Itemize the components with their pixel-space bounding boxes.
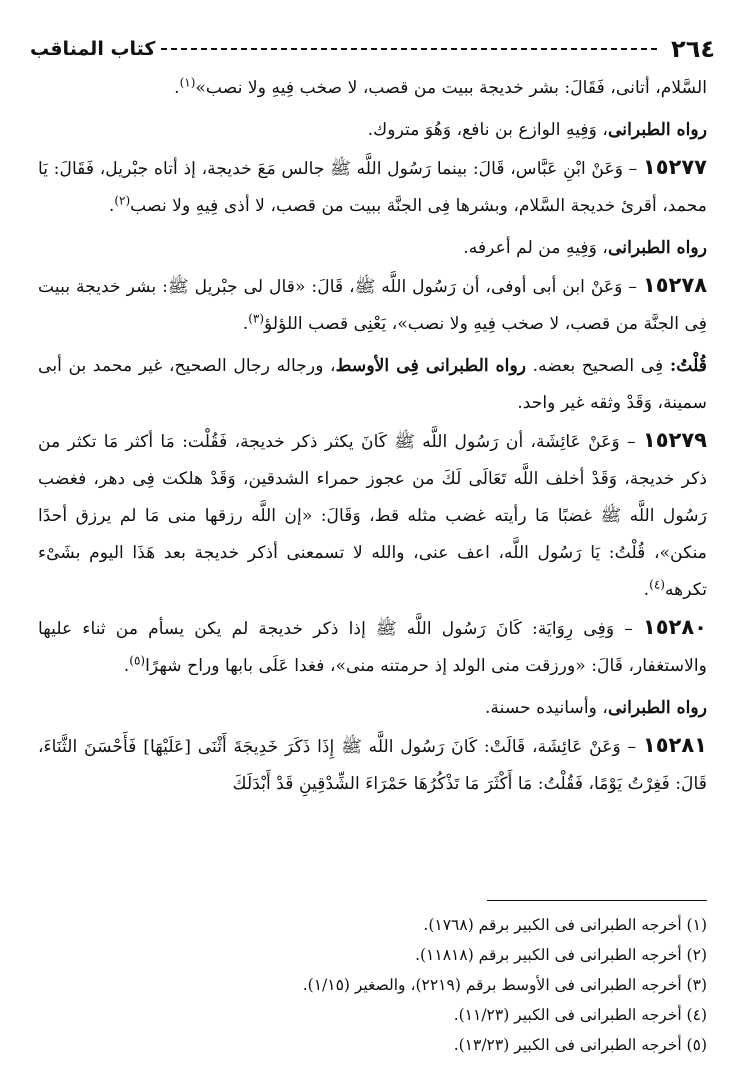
footnote-separator — [487, 900, 707, 901]
source-name: رواه الطبرانى — [607, 120, 707, 140]
footnote-4: (٤) أخرجه الطبرانى فى الكبير (١١/٢٣). — [453, 1006, 707, 1024]
footnote-2: (٢) أخرجه الطبرانى فى الكبير برقم (١١٨١٨). — [415, 946, 707, 964]
hadith-number: ١٥٢٧٩ — [642, 428, 707, 452]
footnote-ref-5: (٥) — [129, 653, 146, 668]
page-number: ٢٦٤ — [671, 35, 715, 63]
hadith-number: ١٥٢٨١ — [642, 733, 707, 757]
main-text — [38, 70, 707, 803]
footnote-ref-2: (٢) — [114, 193, 131, 208]
paragraph-continuation: السَّلام، أتانى، فَقَالَ: بشر خديجة ببيت من قصب، لا صخب فِيهِ ولا نصب»$^{(١)}$. — [174, 75, 707, 98]
hadith-15280: ١٥٢٨٠ – وَفِى رِوَايَة: كَانَ رَسُول اللَّه ﷺ إذا ذكر خديجة لم يكن يسأم من ثناء عليها والاستغفار، قَالَ: «ورزقت منى الولد إذ حرمتنه منى»، فغدا عَلَى بابها وراح شهرًا$^{(٥)}$. — [38, 615, 707, 676]
source-name: رواه الطبرانى — [607, 698, 707, 718]
hadith-number: ١٥٢٨٠ — [642, 615, 707, 639]
qult-label: قُلْتُ: — [669, 356, 707, 376]
footnote-ref-1: (١) — [179, 75, 196, 90]
footnotes — [38, 910, 707, 1060]
hadith-15281: ١٥٢٨١ – وَعَنْ عَائِشَة، قَالَتْ: كَانَ رَسُول اللَّه ﷺ إِذَا ذَكَرَ خَدِيجَةَ أَثْنَى [عَلَيْهَا] فَأَحْسَنَ الثَّنَاءَ، قَالَ: فَغِرْتُ يَوْمًا، فَقُلْتُ: مَا أَكْثَرَ مَا تَذْكُرُهَا حَمْرَاءَ الشِّدْقِينِ قَدْ أَبْدَلَكَ — [38, 733, 707, 794]
attribution-1: رواه الطبرانى، وَفِيهِ الوازع بن نافع، وَهُوَ متروك. — [367, 120, 707, 140]
hadith-number: ١٥٢٧٨ — [642, 273, 708, 297]
running-header — [30, 32, 715, 66]
footnote-1: (١) أخرجه الطبرانى فى الكبير برقم (١٧٦٨). — [423, 916, 707, 934]
footnote-ref-4: (٤) — [649, 577, 665, 592]
hadith-15279: ١٥٢٧٩ – وَعَنْ عَائِشَة، أن رَسُول اللَّه ﷺ كَانَ يكثر ذكر خديجة، فَقُلْت: مَا أكثر مَا تكثر من ذكر خديجة، وَقَدْ أخلف اللَّه تَعَالَى لَكَ من عجوز حمراء الشدقين، وَقَدْ هلكت فِى دهر، فغضب رَسُول اللَّه ﷺ غضبًا مَا رأيته غضب مثله قط، وَقَالَ: «إن اللَّه رزقها منى مَا لم يرزق أحدًا منكن»، قُلْتُ: يَا رَسُول اللَّه، اعف عنى، والله لا تسمعنى أذكر خديجة بعد هَذَا اليوم بشَىْء تكرهه$^{(٤)}$. — [38, 428, 707, 600]
hadith-15278: ١٥٢٧٨ – وَعَنْ ابن أبى أوفى، أن رَسُول اللَّه ﷺ، قَالَ: «قال لى جبْريل ﷺ: بشر خديجة ببيت فِى الجنَّة من قصب، لا صخب فِيهِ ولا نصب»، يَعْنِى قصب اللؤلؤ$^{(٣)}$. — [38, 273, 708, 334]
hadith-15277: ١٥٢٧٧ – وَعَنْ ابْنِ عَبَّاس، قَالَ: بينما رَسُول اللَّه ﷺ جالس مَعَ خديجة، إذ أتاه جبْريل، فَقَالَ: يَا محمد، أقرئ خديجة السَّلام، وبشرها فِى الجنَّة ببيت من قصب، لا أذى فِيهِ ولا نصب$^{(٢)}$. — [38, 155, 707, 216]
source-name: رواه الطبرانى — [607, 238, 707, 258]
attribution-2: رواه الطبرانى، وَفِيهِ من لم أعرفه. — [463, 238, 707, 258]
header-dashed-rule — [161, 48, 657, 50]
book-title: كتاب المناقب — [30, 38, 156, 60]
attribution-3: رواه الطبرانى، وأسانيده حسنة. — [484, 698, 707, 718]
source-name: رواه الطبرانى فِى الأوسط — [335, 356, 527, 376]
qult-note: قُلْتُ: فِى الصحيح بعضه. رواه الطبرانى فِى الأوسط، ورجاله رجال الصحيح، غير محمد بن أبى سمينة، وَقَدْ وثقه غير واحد. — [38, 356, 707, 413]
footnote-ref-3: (٣) — [248, 311, 265, 326]
footnote-3: (٣) أخرجه الطبرانى فى الأوسط برقم (٢٢١٩)، والصغير (١/١٥). — [302, 976, 707, 994]
hadith-number: ١٥٢٧٧ — [642, 155, 707, 179]
footnote-5: (٥) أخرجه الطبرانى فى الكبير (١٣/٢٣). — [453, 1036, 707, 1054]
